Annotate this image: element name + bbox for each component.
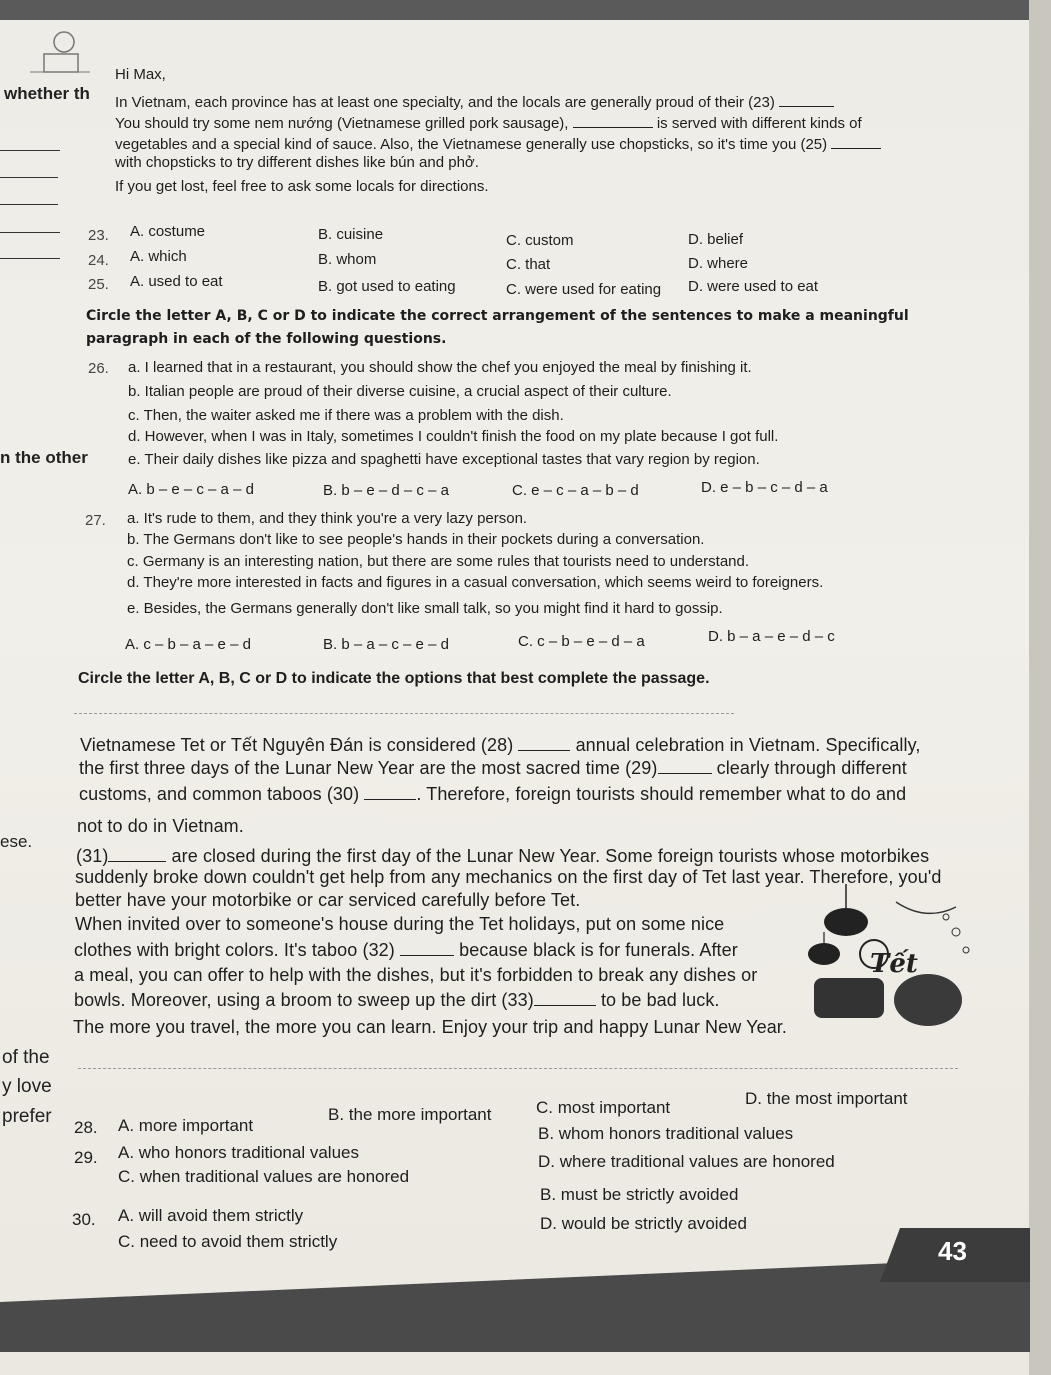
passage-line: not to do in Vietnam. xyxy=(77,816,244,836)
question-28: 28. xyxy=(74,1118,98,1137)
letter-line: In Vietnam, each province has at least one specialty, and the locals are generally proud of their (23) xyxy=(115,92,834,113)
sentence-26c: c. Then, the waiter asked me if there was a problem with the dish. xyxy=(128,407,564,424)
passage-line: When invited over to someone's house during the Tet holidays, put on some nice xyxy=(75,914,725,934)
option-29a[interactable]: A. who honors traditional values xyxy=(118,1143,359,1162)
option-24d[interactable]: D. where xyxy=(688,255,749,272)
blank-23[interactable] xyxy=(779,92,834,107)
question-25: 25. xyxy=(88,276,109,293)
option-28d[interactable]: D. the most important xyxy=(745,1089,908,1108)
margin-text: prefer xyxy=(2,1106,52,1127)
letter-line: with chopsticks to try different dishes like bún and phở. xyxy=(115,154,479,171)
sentence-27d: d. They're more interested in facts and figures in a casual conversation, which seems weird to foreigners. xyxy=(127,574,824,591)
option-25c[interactable]: C. were used for eating xyxy=(506,281,662,298)
margin-text: of the xyxy=(2,1047,50,1068)
tet-illustration-icon xyxy=(806,882,976,1032)
passage-line: bowls. Moreover, using a broom to sweep up the dirt (33) to be bad luck. xyxy=(74,990,720,1010)
option-27a[interactable]: A. c – b – a – e – d xyxy=(125,636,251,653)
sentence-26b: b. Italian people are proud of their diverse cuisine, a crucial aspect of their culture. xyxy=(128,383,672,400)
divider xyxy=(74,713,734,714)
option-30b[interactable]: B. must be strictly avoided xyxy=(540,1185,739,1204)
blank-25[interactable] xyxy=(831,134,881,149)
option-27b[interactable]: B. b – a – c – e – d xyxy=(323,636,449,653)
margin-text: y love xyxy=(2,1076,52,1097)
tet-word: Tết xyxy=(870,949,918,979)
letter-line: You should try some nem nướng (Vietnamese grilled pork sausage), is served with different kinds of xyxy=(115,115,862,132)
footer-wedge xyxy=(0,1262,920,1302)
option-30a[interactable]: A. will avoid them strictly xyxy=(118,1206,304,1225)
passage-line: the first three days of the Lunar New Year are the most sacred time (29) clearly through different xyxy=(79,758,907,778)
option-25d[interactable]: D. were used to eat xyxy=(688,278,819,295)
page-number: 43 xyxy=(938,1236,967,1266)
option-28a[interactable]: A. more important xyxy=(118,1116,254,1135)
option-28b[interactable]: B. the more important xyxy=(328,1105,492,1124)
option-29d[interactable]: D. where traditional values are honored xyxy=(538,1152,835,1171)
sentence-27e: e. Besides, the Germans generally don't like small talk, so you might find it hard to gossip. xyxy=(127,600,723,617)
sentence-26a: a. I learned that in a restaurant, you should show the chef you enjoyed the meal by finishing it. xyxy=(128,359,752,376)
option-26a[interactable]: A. b – e – c – a – d xyxy=(128,481,254,498)
option-30d[interactable]: D. would be strictly avoided xyxy=(540,1214,747,1233)
passage-line: clothes with bright colors. It's taboo (32) because black is for funerals. After xyxy=(74,940,738,960)
option-23d[interactable]: D. belief xyxy=(688,231,744,248)
margin-line xyxy=(0,177,58,178)
passage-line: Vietnamese Tet or Tết Nguyên Đán is considered (28) annual celebration in Vietnam. Specifically, xyxy=(80,735,921,755)
instruction-passage: Circle the letter A, B, C or D to indicate the options that best complete the passage. xyxy=(78,670,710,687)
question-23: 23. xyxy=(88,227,109,244)
blank-31[interactable] xyxy=(108,847,166,862)
option-23a[interactable]: A. costume xyxy=(130,223,206,240)
margin-text: whether th xyxy=(4,84,90,103)
blank-29[interactable] xyxy=(658,759,712,774)
sentence-27a: a. It's rude to them, and they think you're a very lazy person. xyxy=(127,510,528,527)
question-27: 27. xyxy=(85,512,106,529)
option-27d[interactable]: D. b – a – e – d – c xyxy=(708,628,835,645)
passage-line: customs, and common taboos (30) . Therefore, foreign tourists should remember what to do and xyxy=(79,784,907,804)
option-28c[interactable]: C. most important xyxy=(536,1098,671,1117)
option-29c[interactable]: C. when traditional values are honored xyxy=(118,1167,410,1186)
question-30: 30. xyxy=(72,1210,96,1229)
blank-33[interactable] xyxy=(534,991,596,1006)
blank-32[interactable] xyxy=(400,941,454,956)
option-27c[interactable]: C. c – b – e – d – a xyxy=(518,633,645,650)
option-23b[interactable]: B. cuisine xyxy=(318,226,384,243)
question-24: 24. xyxy=(88,252,109,269)
option-26d[interactable]: D. e – b – c – d – a xyxy=(701,479,828,496)
passage-line: better have your motorbike or car serviced carefully before Tet. xyxy=(75,890,581,910)
option-29b[interactable]: B. whom honors traditional values xyxy=(538,1124,794,1143)
instruction-arrangement: Circle the letter A, B, C or D to indicate the correct arrangement of the sentences to make a meaningful xyxy=(86,308,909,324)
letter-greeting: Hi Max, xyxy=(115,66,166,83)
divider xyxy=(78,1068,958,1069)
margin-text: n the other xyxy=(0,448,88,467)
margin-line xyxy=(0,258,60,259)
margin-text: ese. xyxy=(0,832,33,851)
margin-line xyxy=(0,232,60,233)
sentence-26e: e. Their daily dishes like pizza and spaghetti have exceptional tastes that vary region by region. xyxy=(128,451,760,468)
margin-line xyxy=(0,204,58,205)
option-23c[interactable]: C. custom xyxy=(506,232,574,249)
option-26c[interactable]: C. e – c – a – b – d xyxy=(512,482,639,499)
option-26b[interactable]: B. b – e – d – c – a xyxy=(323,482,449,499)
blank-30[interactable] xyxy=(364,785,416,800)
page-edge xyxy=(1029,0,1051,1375)
sentence-27c: c. Germany is an interesting nation, but there are some rules that tourists need to understand. xyxy=(127,553,750,570)
sentence-27b: b. The Germans don't like to see people's hands in their pockets during a conversation. xyxy=(127,531,705,548)
passage-line: a meal, you can offer to help with the dishes, but it's forbidden to break any dishes or xyxy=(74,965,758,985)
option-25a[interactable]: A. used to eat xyxy=(130,273,223,290)
margin-line xyxy=(0,150,60,151)
letter-illustration-icon xyxy=(30,28,90,76)
letter-line: vegetables and a special kind of sauce. Also, the Vietnamese generally use chopsticks, so it's time you (25) xyxy=(115,134,881,155)
option-24a[interactable]: A. which xyxy=(130,248,187,265)
option-24b[interactable]: B. whom xyxy=(318,251,377,268)
top-band xyxy=(0,0,1051,20)
passage-line: suddenly broke down couldn't get help from any mechanics on the first day of Tet last year. Therefore, you'd xyxy=(75,867,942,887)
question-29: 29. xyxy=(74,1148,98,1167)
option-25b[interactable]: B. got used to eating xyxy=(318,278,456,295)
passage-line: (31) are closed during the first day of the Lunar New Year. Some foreign tourists whose motorbikes xyxy=(76,846,930,866)
option-24c[interactable]: C. that xyxy=(506,256,551,273)
blank-24[interactable] xyxy=(573,113,653,128)
blank-28[interactable] xyxy=(518,736,570,751)
sentence-26d: d. However, when I was in Italy, sometimes I couldn't finish the food on my plate because I got full. xyxy=(128,428,779,445)
instruction-arrangement-cont: paragraph in each of the following questions. xyxy=(86,331,447,347)
question-26: 26. xyxy=(88,360,109,377)
passage-line: The more you travel, the more you can learn. Enjoy your trip and happy Lunar New Year. xyxy=(73,1017,788,1037)
option-30c[interactable]: C. need to avoid them strictly xyxy=(118,1232,338,1251)
letter-line: If you get lost, feel free to ask some locals for directions. xyxy=(115,178,489,195)
